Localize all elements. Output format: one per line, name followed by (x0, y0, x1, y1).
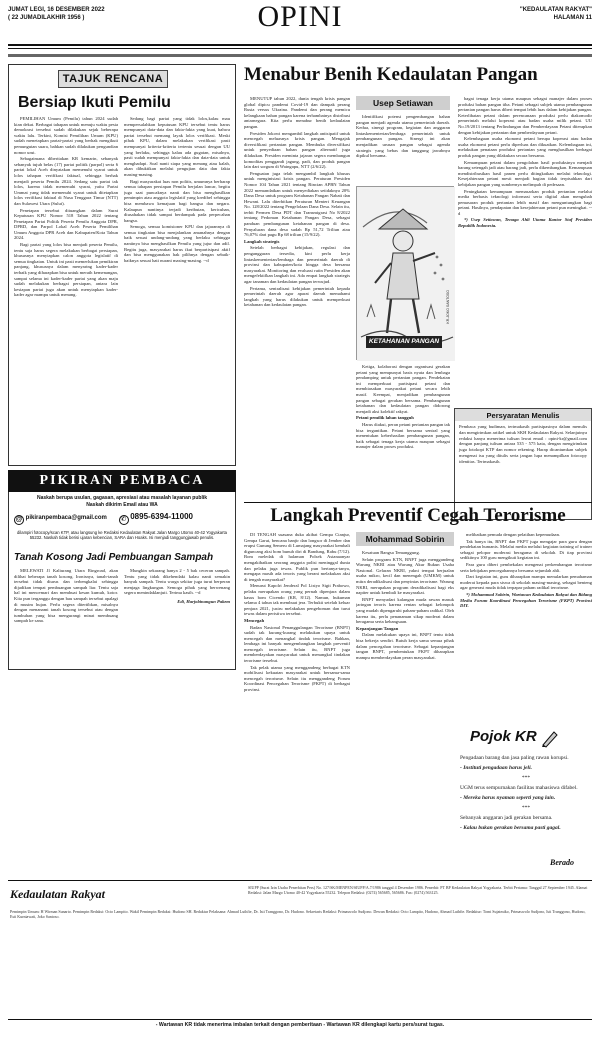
readers-col-1 (14, 568, 118, 664)
section-title: OPINI (257, 0, 343, 33)
writing-requirements-box (454, 408, 592, 520)
second-author: Mohammad Sobirin (356, 532, 454, 546)
readers-email[interactable]: pikiranpembaca@gmail.com (25, 515, 107, 521)
writing-requirements-text: Pembaca yang budiman, terimakasih partisipasinya dalam menulis dan mengirimkan artikel untuk SKH Kedaulatan Rakyat. Selanjutnya redaksi hanya menerima tulisan lewat email : opini-kr@gmail.com dengan panjang tulisan antara 535 - 575 kata, dengan mengirimkan juga fotokopi KTP dan nomor rekening. Harap dicantumkan subjek mengenai isu yang ditulis serta jangan lupa menampilkan fotocopy identitas. Terimakasih. (459, 424, 587, 464)
second-article-title: Langkah Preventif Cegah Terorisme (270, 505, 566, 526)
paragraph: BNPT menyadari kalangan muda rawan masuk jaringan teroris karena rentan sebagai kelompok yang mudah dipengaruhi paham-paham radikal. Oleh karena itu, perlu penanaman sikap moderat dalam beragama serta kebangsaan. (356, 596, 454, 625)
author-bio: *) Usep Setiawan, Tenaga Ahli Utama Kantor Staf Presiden Republik Indonesia. (458, 217, 592, 229)
paragraph: Harus diakui, peran petani pertanian pangan tak bisa tergantikan. Petani bersama sentral yang menentukan keberhasilan pembangunan pangan, baik sebagai tenaga kerja utama maupun sebagai manajer dalam proses produksi. (356, 421, 450, 450)
whatsapp-icon: ✆ (119, 515, 129, 525)
email-icon: @ (15, 516, 23, 523)
main-article-title: Menabur Benih Kedaulatan Pangan (244, 64, 538, 85)
header-rule-thin (8, 48, 592, 49)
readers-intro (14, 495, 230, 508)
imprint-staff: Pemimpin Umum: H Wirman Sunarto. Pemimpin Redaksi: Octo Lampito. Wakil Pemimpin Redaksi: Hudono SH. Redaktur Pelaksana: Ahmad Luthfie, Dr. Isti Tranggono, Dr. Hudono. Sekretaris Redaksi: Primaswolo Sudjono. Dewan Redaksi: Octo Lampito, Hudono, Ahmad Luthfie. Redaktur: Tomi Sujatmiko, Primaswolo Sudjono, Isti Tranggono, Hudono, Esti Kurniawati, Joko Santoso. (10, 909, 586, 919)
second-article-col-2 (356, 550, 454, 872)
cartoon-credit: KR-JOKO SANTOSO (446, 290, 450, 324)
imprint-footer (8, 880, 592, 1030)
pojok-column: Pengadaan barang dan jasa paling rawan korupsi. - Instituti pengadaan harus jeli. *** UGM terus sempurnakan fasilitas mahasiswa difabel. - Mereka harus nyaman seperti yang lain. *** Sebanyak anggaran jadi gerakan bersama. - Kalau bukan gerakan bersama pasti gagal. (460, 755, 592, 835)
pojok-item: UGM terus sempurnakan fasilitas mahasiswa difabel. (460, 785, 578, 791)
date-hijri: ( 22 JUMADILAKHIR 1956 ) (8, 15, 85, 21)
paper-name: "KEDAULATAN RAKYAT" (519, 7, 592, 13)
paragraph: Badan Nasional Penanggulangan Terorisme (BNPT) sudah tak kurang-kurang melakukan upaya untuk mencegah dan menangkal tindak terorisme. Bahkan, lembaga ini banyak mengembangkan langkah preventif mencegah terorisme. Selain itu, BNPT juga memberdayakan masyarakat untuk menangkal tindakan terorisme tersebut. (244, 624, 350, 664)
readers-logo: PIKIRAN PEMBACA (8, 470, 236, 492)
paragraph: Pertama, sentralisasi kebijakan pemerintah kepada pemerintah daerah agar aparat daerah memahami langkah yang harus dilakukan untuk memperkuat ketahanan dan kedaulatan pangan. (244, 285, 350, 308)
main-article-col-1 (244, 96, 350, 498)
paragraph: Para guru diberi pembekalan mengenai perkembangan terorisme serta kebijakan pencegahannya bersama sejumlah ahli. (460, 561, 592, 573)
section-divider (244, 502, 592, 503)
paragraph: Kelembagaan usaha ekonomi petani berupa koperasi atau badan usaha ekonomi petani perlu diperluas dan dikuatkan. Kelembagaan ini, melakukan penataan produksi pertanian yang menghasilkan berbagai produk pangan yang dilakukan secara bersama. (458, 136, 592, 158)
readers-col-2 (124, 568, 230, 664)
subheading: Mencegah (244, 617, 265, 623)
paragraph: Kesatuan Bangsa Temanggung. (362, 550, 420, 555)
subheading: Kepanjangan Tangan (356, 625, 399, 631)
paragraph: Penguatan juga telah mengambil langkah khusus untuk menginisiasi krisis pangan. Peraturan Presiden Nomor 104 Tahun 2021 tentang Rincian APBN Tahun 2022 memandatkan untuk menyediakan setidaknya 20% Dana Desa untuk program Ketahanan Pangan Nabati dan Hewani. Lalu diterbitkan Peraturan Menteri Keuangan No. 128/2022 tentang Pengelolaan Dana Desa. Selain itu, terbit Permen Desa PDT dan Transmigrasi No 8/2022 tentang Pedoman Ketahanan Pangan Desa, sebagai panduan pembangunan ketahanan pangan di desa. Penyaluran dana desa sudah Rp 51,72 Triliun atau 76,07% dari pagu Rp 68 triliun (15/9/22). (244, 170, 350, 238)
paragraph: Kemampuan petani dalam pengolahan hasil produksinya menjadi barang setengah jadi atau barang jadi, perlu dikembangkan. Kemampuan mendistribusikan hasil panen perlu ditingkatkan melalui teknologi. Kesejahteraan petani mesti menjadi bagian tidak terpisahkan dari kebijakan pangan yang sumbernya melimpah di pedesaan. (458, 159, 592, 187)
paragraph: Tak pelak utama yang menggandeng berbagai KTN mobilisasi kekuatan masyarakat untuk bersama-sama mencegah terorisme. Selain itu menggandeng Forum Koordinasi Pencegahan Terorisme (FKPT) di berbagai provinsi. (244, 664, 350, 693)
paragraph: Ketiga, kolaborasi dengan organisasi gerakan petani yang mempunyai basis nyata dan lembaga pendamping untuk pertanian pangan. Pendekatan ini memperkuat partisipasi petani dan membiasakan masyarakat petani secara lebih masif. Keempat, menjadikan pembangunan pangan sebagai gerakan bersama. Pembangunan ketahanan dan kedaulatan pangan didorong menjadi aksi kolektif rakyat. (356, 364, 450, 414)
paragraph: Penetapan tersebut dituangkan dalam Surat Keputusan KPU Nomor 518 Tahun 2022 tentang Penetapan Partai Politik Peserta Pemilu Anggota DPR, DPRD, dan Parpol Lokal Aceh Peserta Pemilihan Umum Anggota DPR Aceh dan Kabupaten/Kota Tahun 2024. (14, 207, 118, 241)
paragraph: Setelah berbagai kebijakan, regulasi dan penganggaran tersedia, kini perlu kerja lintaskementerian/lembaga dan pemerintah daerah di provinsi dan kabupaten/kota hingga desa bersama masyarakat. Monitoring dan evaluasi rutin Presiden akan mengefektifkan langkah ini. Ada empat langkah strategis agar tanaman dan kedaulatan pangan terwujud. (244, 245, 350, 284)
paragraph: Tak hanya itu, BNPT dan FKPT juga mengajar para guru dengan pendekatan humanis. Melalui media melalui kegiatan training of trainer sebagai pelopor moderasi beragama di sekolah. Di tiap provinsi sedikitnya 100 guru mengikuti kegiatan ini. (460, 538, 592, 561)
paragraph: Semoga, semua komisioner KPU dan jajarannya di semua tingkatan bisa menjalankan amanahnya dengan baik sesuai undang-undang yang berlaku sehingga nantinya bisa menghasilkan Pemilu yang jujur dan adil. Begitu juga, masyarakat harus ikut berpartisipasi aktif dan bisa menggunakan hak pilihnya dengan sebaik-baiknya sesuai hati nurani masing-masing. --d (124, 224, 230, 263)
main-article-col-2b (356, 364, 450, 498)
farmer-cartoon-icon (357, 187, 455, 361)
paragraph: Menurut Kapolri Jenderal Pol Listyo Sigit Prabowo, pelaku merupakan orang yang pernah dipenjara dalam kasus bom Cicendo (KR, 8/12). Namun, hukuman selama 4 tahun tak membuat jera. Terbukti setelah keluar penjara 2021, justru melakukan pengeboman dan turut tewas dalam peristiwa tersebut. (244, 583, 350, 617)
paragraph: Bagi masyarakat luas non politis, umumnya berharap semua tahapan persiapan Pemilu berjalan lancar, begitu juga saat puncaknya nanti dan bisa menghasilkan pemimpin atau anggota legislatif yang kredibel sehingga bisa membawa kemajuan bagi bangsa dan negara. Kalaupun nantinya terjadi keributan, kericuhan, diusahakan tidak sampai berdampak pada perpecahan bangsa. (124, 178, 230, 223)
imprint-bottom-note: - Wartawan KR tidak menerima imbalan terkait dengan pemberitaan - Wartawan KR dilengkapi kartu pers/surat tugas. (8, 1019, 592, 1028)
readers-intro-text: Naskah berupa usulan, gagasan, apresiasi atau masalah layanan publik (36, 495, 208, 501)
cartoon-illustration (356, 186, 454, 360)
paragraph: DI TENGAH suasana duka akibat Gempa Cianjur, Gempa Garut, bencana banjir dan longsor di Jember dan erupsi Gunung Semeru di Lumajang masyarakat kembali diguncang aksi bom bunuh diri di Bandung, Rabu (7/12). Bom meledak di halaman Polsek Astanaanyar mengakibatkan seorang anggota polisi meninggal dunia dan pelaku juga tewas. Publik pun bertanya-tanya, mengapa masih ada teroris yang berani melakukan aksi di tengah masyarakat? (244, 532, 350, 582)
paragraph: Dari kegiatan ini, guru diharapkan mampu menularkan pemahaman moderat kepada para siswa di sekolah masing-masing, sebagai benteng agar generasi muda tidak terpapar paham radikal terorisme. (460, 574, 592, 591)
paragraph: Sedang bagi partai yang tidak lolos,kalau mau mempersalahkan keputusan KPU tersebut tentu harus mempunyai data-data dan fakta-fakta yang kuat, bahwa partai tersebut memang layak lolos verifikasi. Meski pihak KPU, dalam melakukan verifikasi pasti mempunyai kriteria-kriteria tertentu sesuai dengan UU yang berlaku, sehingga kalau ada gugatan, misalnya, pasti sudah mempunyai fakta-fakta dan data-data untuk menghadapi. Soal nanti siapa yang menang atau kalah, akan dibuktikan melalui pengujian data dan fakta masing-masing. (124, 116, 230, 177)
readers-wa[interactable]: 0895-6394-11000 (130, 512, 193, 521)
paragraph: Dalam melakukan upaya ini, BNPT tentu tidak bisa bekerja sendiri. Butuh kerja sama semua pihak dalam pencegahan terorisme. Sebagai kepanjangan tangan BNPT, pembentukan FKPT diharapkan mampu memberdayakan peran masyarakat. (356, 632, 454, 660)
editorial-label: TAJUK RENCANA (58, 70, 168, 88)
readers-letter-title: Tanah Kosong Jadi Pembuangan Sampah (14, 552, 214, 563)
pencil-icon (540, 728, 560, 753)
main-author: Usep Setiawan (356, 96, 450, 110)
pojok-signature: Berado (550, 858, 574, 867)
subheading: Petani pemilik lahan tangguh (356, 415, 414, 421)
header-rule (8, 44, 592, 46)
date-gregorian: JUMAT LEGI, 16 DESEMBER 2022 (8, 7, 105, 13)
readers-contact (14, 512, 230, 526)
subheading: Langkah strategis (244, 238, 280, 244)
paragraph: bagai tenaga kerja utama maupun sebagai manajer dalam proses produksi bahan pangan tiba. Petani sebagai subjek utama pembangunan pertanian pangan harus diberi tempat lebih luas dalam kebijakan pangan. Keterlibatan petani dalam perencanaan produksi perlu diakomodir pemerintah melalui koperasi atau badan usaha milik petani. UU No.19/2013 tentang Perlindungan dan Pemberdayaan Petani diterapkan dengan kebijakan pertanian dan pemberdayaan petani. (458, 96, 592, 135)
pojok-answer: - Kalau bukan gerakan bersama pasti gagal. (460, 825, 561, 831)
paragraph: Mungkin sekarang hanya 2 - 5 bak ceceran sampah. Tentu yang tidak dikehendaki kalau nanti semakin banyak sampah. Tentu warga sekitar juga turut berperan menjaga lingkungan. Semoga pihak yang berwenang segera menindaklanjuti. Terima kasih. --d (124, 568, 230, 596)
paper-info (520, 6, 592, 22)
second-article-col-3 (460, 532, 592, 720)
readers-address: dilampiri fotocopy/scan KTP, atau langsung ke Redaksi Kedaulatan Rakyat Jalan Margo Utomo 40-42 Yogyakarta 55232. Naskah tidak berisi ujaran kebencian, SARA dan Hoaks. Isi menjadi tanggungjawab penulis. (17, 530, 227, 541)
header-band (8, 54, 592, 57)
readers-sender: Edi, Harjobinangun Pakem (177, 598, 230, 604)
imprint-info: SIUPP (Surat Izin Usaha Penerbitan Pers) No. 127/SK/MENPEN/SIUPP/A.7/1986 tanggal 4 Desember 1986. Penerbit: PT BP Kedaulatan Rakyat Yogyakarta. Terbit Pertama: Tanggal 27 September 1945. Alamat Redaksi: Jalan Margo Utomo 40-42 Yogyakarta 55232. Telepon Redaksi: (0274) 565685, 565686. Fax: (0274) 563125. (248, 885, 588, 895)
pojok-item: Sebanyak anggaran jadi gerakan bersama. (460, 815, 553, 821)
writing-requirements-title: Persyaratan Menulis (455, 409, 591, 421)
editorial-col-1 (14, 116, 118, 462)
author-bio: *) Mohammad Sobirin, Wartawan Kedaulatan Rakyat dan Bidang Media Forum Koordinasi Pencegahan Terorisme (FKPT) Provinsi DIY. (460, 591, 592, 609)
editorial-col-2 (124, 116, 230, 462)
paragraph: melibatkan pemuda dengan pelatihan kepemudaan. (466, 532, 561, 537)
pojok-answer: - Instituti pengadaan harus jeli. (460, 765, 532, 771)
main-article-col-2a (356, 114, 450, 184)
main-article-col-3 (458, 96, 592, 404)
paragraph: Bagi partai yang lolos bisa menjadi peserta Pemilu, tentu saja harus segera melakukan berbagai persiapan, khususnya menyiapkan calon anggota legislatif di semua tingkatan. Untuk ini pasti memerlukan pemikiran panjang, khususnya dalam menyaring kader-kader terbaik yang diharapkan bisa untuk meraih kemenangan, sampai selama ini kader-kader partai yang akan maju sudah melakukan berbagai persiapan, antara lain kesiapan partai juga akan untuk menyiapkan kader-kader agar mampu untuk menang. (14, 242, 118, 298)
edition-date (8, 6, 105, 22)
second-article-col-1 (244, 532, 350, 872)
readers-send-text: Naskah dikirim Email atau WA (86, 501, 158, 508)
paragraph: Sebagaimana diberitakan KR kemarin, sebanyak sebanyak tujuh belas (17) partai politik (parpol) serta 6 partai lokal Aceh dinyatakan memenuhi syarat untuk lolos tahapan verifikasi faktual, sehingga berhak menjadi peserta Pemilu 2024. Sedang satu partai tak lolos, karena tidak memenuhi syarat, yaitu Partai Ummat yang tidak memenuhi syarat untuk ditetapkan lolos verifikasi faktual di Nusa Tenggara Timur (NTT) dan Sulawesi Utara (Sulut). (14, 156, 118, 206)
masthead-logo: Kedaulatan Rakyat (10, 887, 106, 901)
paragraph: Peningkatan kemampuan memasarkan produk pertanian melalui media berbasis teknologi informasi serta digital akan mengubah pemasaran produk pertanian lebih masif dan menguntungkan bagi petani. Hasilnya, pendapatan dan kesejahteraan petani pun meningkat. --d (458, 188, 592, 216)
pojok-title: Pojok KR (470, 728, 537, 745)
page-number: HALAMAN 11 (553, 15, 592, 21)
paragraph: Presiden Jokowi mengambil langkah antisipatif untuk mencegah meluasnya krisis pangan. Mengajak diversifikasi pertanian pangan. Membuka diversifikasi untuk penyediaan bahan pangan alternatif juga dilakukan. Presiden meminta jajaran segera membangun komoditas penggandi jagung, padi, dan produk pangan lain dari sorgum di Waingapu, NTT (2/6/22). (244, 130, 350, 170)
paragraph: Identifikasi potensi pengembangan bahan pangan menjadi agenda utama pemerintah daerah. Kedua, sinergi program, kegiatan dan anggaran lintaskementerian/lembaga pemerintah untuk pembangunan pangan. Sinergi ini akan menjadikan urusan pangan sebagai agenda strategis yang bebas dan tanggung jawabnya dipikul bersama. (356, 114, 450, 159)
pojok-item: Pengadaan barang dan jasa paling rawan korupsi. (460, 755, 569, 761)
paragraph: MENUTUP tahun 2022, dunia tengah krisis pangan global dipicu pandemi Covid-19 dan dampak perang Rusia versus Ukraina. Pandemi dan perang memicu kelangkaan bahan pangan karena terhambatnya distribusi antarnegara. Kita perlu menabur benih kedaulatan pangan. (244, 96, 350, 129)
paragraph: Selain program KTN, BNPT juga menggandeng Warung NKRI atau Warung Akur Rukun Usaha Nasional. Gelaran NKRI, yakni tempat berjualan usaha mikro, kecil dan menengah (UMKM) untuk mitra deradikalisasi dan penyintas terorisme. Warung NKRI, merupakan program deradikalisasi bagi eks napiter untuk kembali ke masyarakat. (356, 556, 454, 596)
paragraph: MELEWATI Jl Kaliurang Utara Ringroad, akan dilihat beberapa tanah kosong. Ironisnya, tanah-tanah tersebut tidak diurus dan terbengkalai sehingga dijadikan tempat pembuangan sampah liar. Tentu saja hal ini mencemari dan membuat kesan kumuh, kotor. Kita pun terganggu dengan bau sampah tersebut apalagi di musim hujan. Perlu segera ditertibkan, misalnya dengan menanami tanah kosong tersebut atau dengan tumbuhan yang bisa mengurangi minat membuang sampah ke sana. (14, 568, 118, 624)
paragraph: PEMILIHAN Umum (Pemilu) tahun 2024 sudah kian dekat. Berbagai tahapan untuk menuju waktu pesta demokrasi tersebut sudah dilakukan sejak beberapa waktu lalu. Terkini, Komisi Pemilihan Umum (KPU) sudah menetapkan partai-partai yang berhak mengikuti pemungutan suara, bahkan sudah dilakukan pengundian nomor urut. (14, 116, 118, 155)
cartoon-caption: KETAHANAN PANGAN (366, 336, 442, 348)
editorial-title: Bersiap Ikuti Pemilu (18, 94, 171, 111)
pojok-answer: - Mereka harus nyaman seperti yang lain. (460, 795, 556, 801)
